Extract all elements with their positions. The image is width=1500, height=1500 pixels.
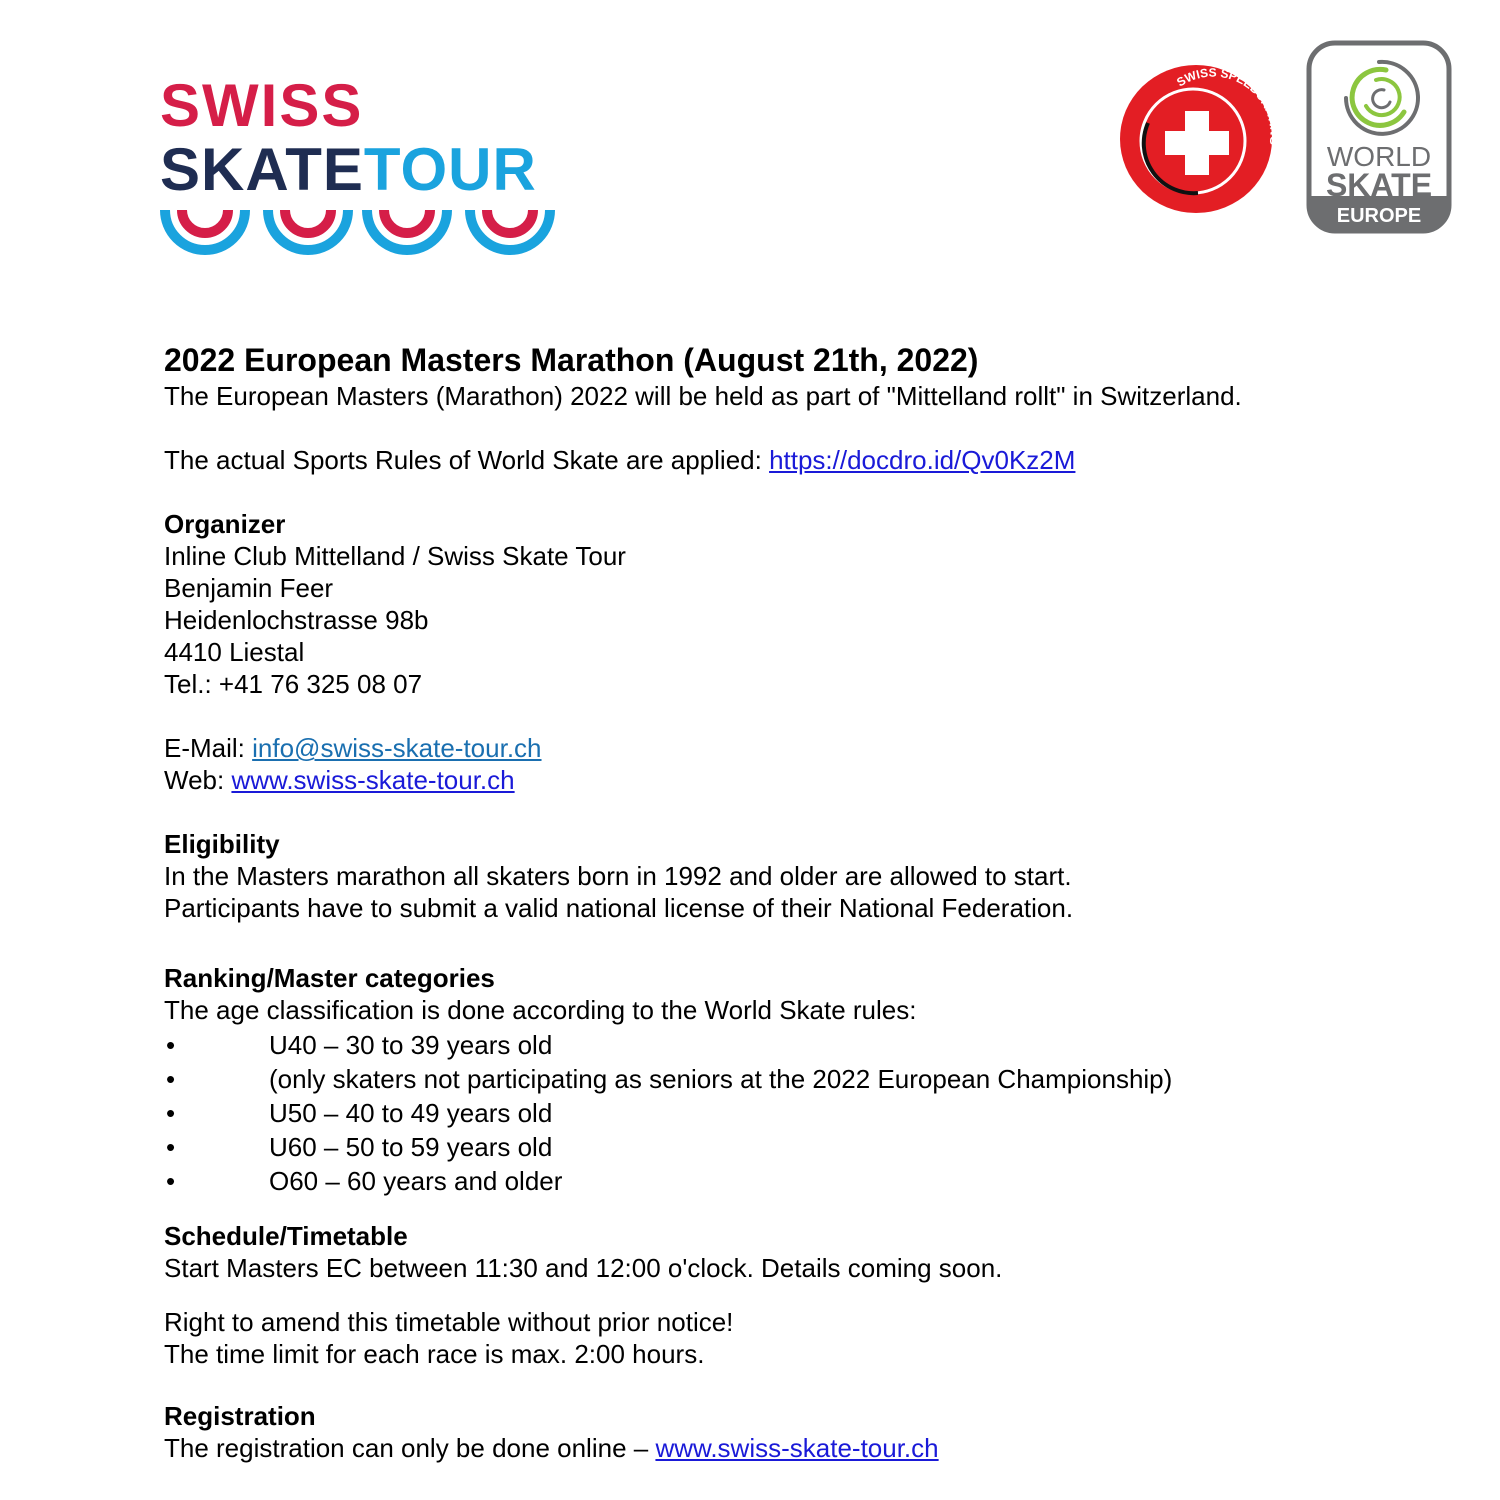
logo-skatetour-text [160, 136, 537, 203]
web-label: Web: [164, 765, 232, 795]
rules-link[interactable]: https://docdro.id/Qv0Kz2M [769, 445, 1076, 475]
email-link[interactable]: info@swiss-skate-tour.ch [252, 733, 542, 763]
web-line [164, 764, 1444, 796]
list-item: • U40 – 30 to 39 years old [164, 1028, 1444, 1062]
organizer-line: 4410 Liestal [164, 637, 305, 667]
world-skate-europe-logo [1306, 40, 1452, 234]
schedule-line: Right to amend this timetable without prior notice! [164, 1307, 734, 1337]
logo-world-text: WORLD [1326, 141, 1432, 172]
document-body [164, 340, 1444, 1464]
logo-swiss-text: SWISS [160, 72, 364, 139]
category-list [164, 1028, 1444, 1198]
rules-text: The actual Sports Rules of World Skate are applied: [164, 445, 770, 475]
web-link[interactable]: www.swiss-skate-tour.ch [231, 765, 515, 795]
ranking-intro: The age classification is done according to the World Skate rules: [164, 995, 917, 1025]
organizer-heading: Organizer [164, 509, 286, 539]
document-title: 2022 European Masters Marathon (August 21th, 2022) [164, 342, 979, 378]
ranking-heading: Ranking/Master categories [164, 963, 495, 993]
list-item: • U50 – 40 to 49 years old [164, 1096, 1444, 1130]
swiss-skate-tour-logo [160, 72, 560, 260]
eligibility-heading: Eligibility [164, 829, 280, 859]
list-item: • U60 – 50 to 59 years old [164, 1130, 1444, 1164]
logo-skate-text: SKATE [1325, 167, 1433, 203]
logo-tour-word: TOUR [363, 136, 537, 203]
email-line [164, 732, 1444, 764]
email-label: E-Mail: [164, 733, 253, 763]
rules-line [164, 444, 1444, 476]
registration-heading: Registration [164, 1401, 316, 1431]
logo-skate-word: SKATE [160, 136, 364, 203]
registration-line [164, 1432, 1444, 1464]
list-item: • O60 – 60 years and older [164, 1164, 1444, 1198]
organizer-line: Tel.: +41 76 325 08 07 [164, 669, 423, 699]
schedule-line: The time limit for each race is max. 2:00 hours. [164, 1339, 705, 1369]
organizer-line: Inline Club Mittelland / Swiss Skate Tour [164, 541, 626, 571]
schedule-heading: Schedule/Timetable [164, 1221, 408, 1251]
logo-europe-text: EUROPE [1336, 205, 1422, 227]
eligibility-line: Participants have to submit a valid national license of their National Federation. [164, 893, 1074, 923]
registration-link[interactable]: www.swiss-skate-tour.ch [655, 1433, 939, 1463]
logo-wheels-icon [160, 210, 560, 260]
logo-swiss-speedskating-text: SWISS SPEEDSK [1174, 65, 1274, 111]
eligibility-line: In the Masters marathon all skaters born in 1992 and older are allowed to start. [164, 861, 1072, 891]
schedule-line: Start Masters EC between 11:30 and 12:00 o'clock. Details coming soon. [164, 1253, 1003, 1283]
organizer-line: Heidenlochstrasse 98b [164, 605, 429, 635]
organizer-line: Benjamin Feer [164, 573, 334, 603]
list-item: • (only skaters not participating as seniors at the 2022 European Championship) [164, 1062, 1444, 1096]
registration-text: The registration can only be done online – [164, 1433, 656, 1463]
swiss-speedskating-logo [1118, 63, 1274, 215]
intro-text: The European Masters (Marathon) 2022 will be held as part of "Mittelland rollt" in Switzerland. [164, 381, 1242, 411]
